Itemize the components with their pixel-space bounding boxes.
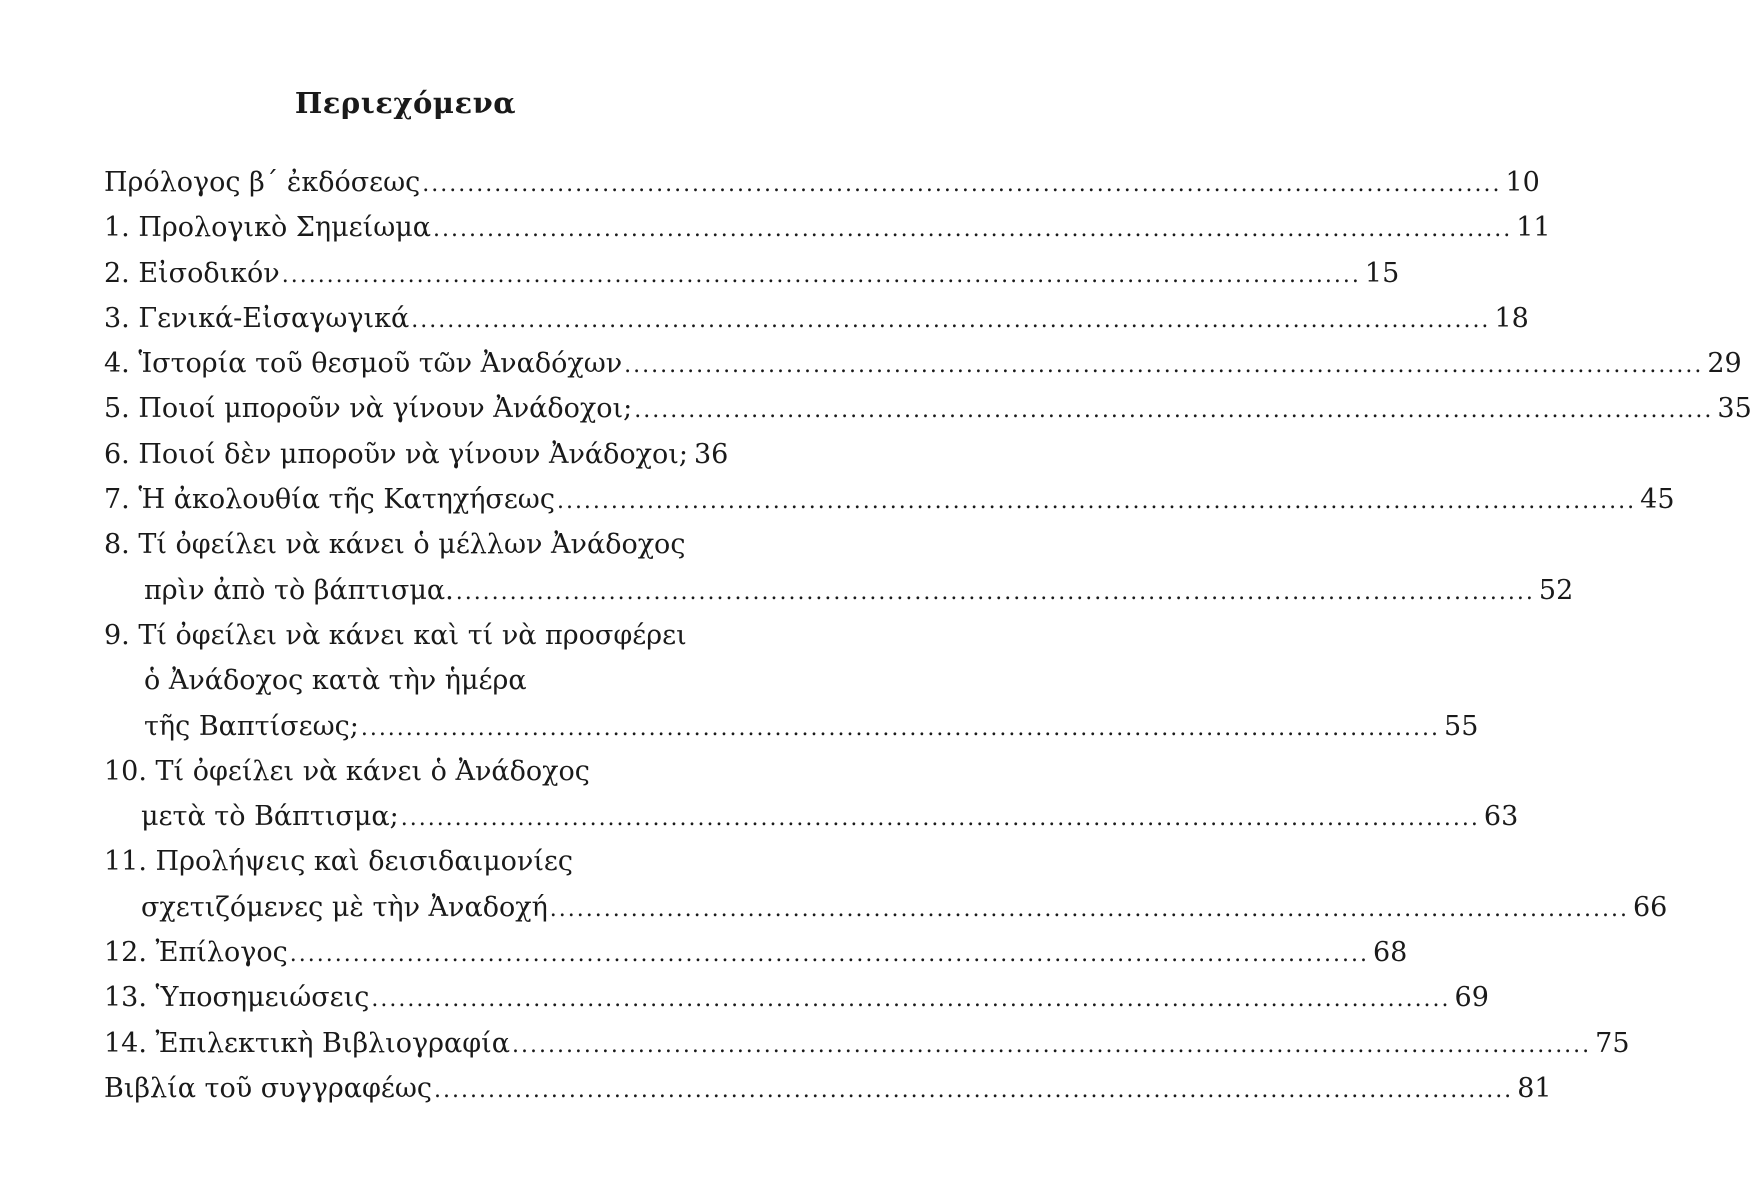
toc-entry-text: 1. Προλογικὸ Σημείωμα (104, 212, 432, 244)
toc-entry-text: 7. Ἡ ἀκολουθία τῆς Κατηχήσεως (104, 484, 555, 516)
dot-leader: ........................................................................................................................ (371, 987, 1451, 1013)
toc-entry-line (104, 477, 1675, 522)
toc-entry-text: 6. Ποιοί δὲν μποροῦν νὰ γίνουν Ἀνάδοχοι; (104, 438, 688, 470)
dot-leader: ........................................................................................................................ (549, 896, 1629, 922)
toc-entry (104, 839, 1668, 930)
toc-page-number: 18 (1494, 302, 1529, 334)
toc-entry-continuation (104, 794, 1519, 839)
toc-entry-line (104, 975, 1489, 1020)
toc-entry-line (104, 386, 1752, 431)
dot-leader: ........................................................................................................................ (411, 307, 1491, 333)
toc-entry-line (104, 251, 1400, 296)
toc-entry-line (104, 1066, 1552, 1111)
toc-entry-text: σχετιζόμενες μὲ τὴν Ἀναδοχή (141, 891, 548, 923)
toc-entry (104, 296, 1529, 341)
toc-entry-text: 11. Προλήψεις καὶ δεισιδαιμονίες (104, 846, 574, 878)
dot-leader: ........................................................................................................................ (434, 1077, 1514, 1103)
toc-entry-text: 13. Ὑποσημειώσεις (104, 982, 370, 1014)
toc-page-number: 11 (1516, 212, 1551, 244)
toc-entry-text: 2. Εἰσοδικόν (104, 257, 280, 289)
dot-leader: ........................................................................................................................ (289, 942, 1369, 968)
toc-entry-line (104, 839, 714, 884)
toc-entry-line (104, 160, 1540, 205)
toc-page-number: 81 (1517, 1072, 1552, 1104)
dot-leader: ........................................................................................................................ (433, 217, 1513, 243)
dot-leader: ........................................................................................................................ (556, 489, 1637, 515)
toc-entry (104, 749, 1519, 840)
toc-page-number: 55 (1444, 710, 1479, 742)
dot-leader: ........................................................................................................................ (455, 579, 1535, 605)
toc-page-number: 10 (1505, 167, 1540, 198)
toc-entry-text: 14. Ἐπιλεκτικὴ Βιβλιογραφία (104, 1027, 510, 1059)
dot-leader: ........................................................................................................................ (422, 172, 1502, 197)
dot-leader: ........................................................................................................................ (400, 806, 1480, 832)
toc-entry (104, 477, 1675, 522)
toc-entry-line (104, 432, 729, 477)
toc-page-number: 29 (1707, 348, 1742, 380)
toc-entry (104, 160, 1540, 205)
toc-page-number: 35 (1717, 393, 1752, 425)
toc-entry (104, 386, 1752, 431)
dot-leader: ........................................................................................................................ (360, 715, 1441, 741)
toc-entry (104, 613, 1479, 749)
toc-entry-text: Πρόλογος β΄ ἐκδόσεως (104, 167, 421, 198)
toc-entry-text: 12. Ἐπίλογος (104, 937, 288, 969)
toc-entry (104, 251, 1400, 296)
toc-entry-line (104, 1021, 1630, 1066)
toc-entry-continuation (104, 704, 1479, 749)
toc-entry-text: 10. Τί ὀφείλει νὰ κάνει ὁ Ἀνάδοχος (104, 755, 590, 787)
toc-entry-text: 9. Τί ὀφείλει νὰ κάνει καὶ τί νὰ προσφέρει (104, 619, 687, 651)
page-title: Περιεχόμενα (294, 86, 517, 120)
toc-entry-line (104, 296, 1529, 341)
toc-page-number: 63 (1483, 801, 1519, 833)
toc-page-number: 15 (1364, 257, 1400, 289)
dot-leader: ........................................................................................................................ (624, 353, 1704, 379)
dot-leader: ........................................................................................................................ (634, 398, 1714, 424)
toc-entry-line (104, 205, 1551, 250)
toc-entry (104, 930, 1408, 975)
toc-entry-text: 5. Ποιοί μποροῦν νὰ γίνουν Ἀνάδοχοι; (104, 393, 633, 425)
toc-entry-continuation (104, 885, 1668, 930)
toc-entry-line (104, 522, 714, 567)
toc-entry-text: Βιβλία τοῦ συγγραφέως (104, 1072, 432, 1104)
toc-page-number: 66 (1632, 891, 1668, 923)
toc-page-number: 68 (1372, 937, 1408, 969)
toc-entry (104, 432, 729, 477)
toc-page-number: 75 (1595, 1027, 1630, 1059)
toc-entry-text: 3. Γενικά-Εἰσαγωγικά (104, 302, 410, 334)
toc-entry-line (104, 341, 1742, 386)
toc-entry-text: 8. Τί ὀφείλει νὰ κάνει ὁ μέλλων Ἀνάδοχος (104, 529, 686, 561)
toc-entry (104, 522, 1574, 613)
dot-leader: ........................................................................................................................ (281, 262, 1361, 288)
toc-entry-text: πρὶν ἀπὸ τὸ βάπτισμα. (144, 574, 454, 606)
toc-entry-text: μετὰ τὸ Βάπτισμα; (141, 801, 399, 833)
toc-page-number: 52 (1538, 574, 1574, 606)
toc-entry-text: ὁ Ἀνάδοχος κατὰ τὴν ἡμέρα (144, 665, 527, 697)
toc-entry-line (104, 749, 714, 794)
toc-entry (104, 1066, 1552, 1111)
toc-page-number: 36 (693, 438, 729, 470)
toc-entry-line (104, 613, 714, 658)
toc-page-number: 45 (1640, 484, 1675, 516)
toc-page-number: 69 (1454, 982, 1489, 1014)
toc-entry-line (104, 930, 1408, 975)
toc-entry-continuation (104, 568, 1574, 613)
toc-entry (104, 341, 1742, 386)
dot-leader: ........................................................................................................................ (511, 1032, 1592, 1058)
table-of-contents (104, 160, 1752, 1111)
toc-entry-continuation (104, 658, 714, 703)
toc-entry (104, 1021, 1630, 1066)
toc-entry (104, 975, 1489, 1020)
toc-entry-text: τῆς Βαπτίσεως; (144, 710, 359, 742)
toc-entry (104, 205, 1551, 250)
toc-entry-text: 4. Ἱστορία τοῦ θεσμοῦ τῶν Ἀναδόχων (104, 348, 623, 380)
